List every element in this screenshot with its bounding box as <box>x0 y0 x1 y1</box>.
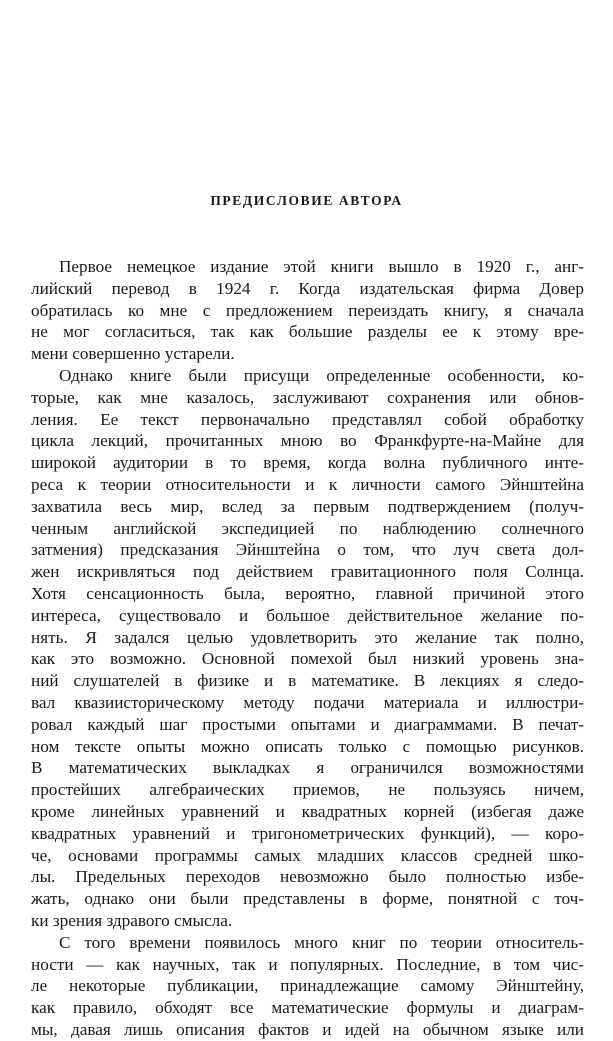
text-line: ченным английской экспедицией по наблюдению солнечного <box>31 518 584 538</box>
preface-body <box>31 256 584 1041</box>
text-line: лийский перевод в 1924 г. Когда издательская фирма Довер <box>31 278 584 298</box>
text-line: вал квазиисторическому методу подачи материала и иллюстри- <box>31 692 584 712</box>
text-line: ности — как научных, так и популярных. Последние, в том чис- <box>31 954 584 974</box>
paragraph-1 <box>31 256 584 365</box>
text-line: мы, давая лишь описания фактов и идей на обычном языке или <box>31 1019 584 1039</box>
text-line: широкой аудитории в то время, когда волна публичного инте- <box>31 453 584 473</box>
text-line: как правило, обходят все математические формулы и диаграм- <box>31 998 584 1018</box>
text-line: Однако книге были присущи определенные особенности, ко- <box>59 365 584 385</box>
text-line: че, основами программы самых младших классов средней шко- <box>31 845 584 865</box>
page-title: ПРЕДИСЛОВИЕ АВТОРА <box>210 193 403 208</box>
text-line: простейших алгебраических приемов, не пользуясь ничем, <box>31 780 584 800</box>
text-line: не мог согласиться, так как большие разделы ее к этому вре- <box>31 322 584 342</box>
text-line: В математических выкладках я ограничился возможностями <box>31 758 584 778</box>
text-line: ки зрения здравого смысла. <box>31 910 233 930</box>
text-line: захватила весь мир, вслед за первым подтверждением (получ- <box>31 496 584 516</box>
paragraph-3 <box>31 932 584 1041</box>
text-line: нять. Я задался целью удовлетворить это желание так полно, <box>31 627 584 647</box>
text-line: кроме линейных уравнений и квадратных корней (избегая даже <box>31 801 584 821</box>
text-line: ле некоторые публикации, принадлежащие самому Эйнштейну, <box>31 976 584 996</box>
text-line: как это возможно. Основной помехой был низкий уровень зна- <box>31 649 584 669</box>
text-line: ления. Ее текст первоначально представлял собой обработку <box>31 409 584 429</box>
text-line: Первое немецкое издание этой книги вышло в 1920 г., анг- <box>59 257 584 276</box>
text-line: жать, однако они были представлены в форме, понятной с точ- <box>31 889 584 909</box>
text-line: ний слушателей в физике и в математике. В лекциях я следо- <box>31 671 584 691</box>
text-line: Хотя сенсационность была, вероятно, главной причиной этого <box>31 583 584 603</box>
text-line: мени совершенно устарели. <box>31 344 235 364</box>
text-line: ном тексте опыты можно описать только с помощью рисунков. <box>31 736 584 756</box>
text-line: обратилась ко мне с предложением переиздать книгу, я сначала <box>31 300 584 320</box>
text-line: жен искривляться под действием гравитационного поля Солнца. <box>31 562 584 582</box>
text-line: ровал каждый шаг простыми опытами и диаграммами. В печат- <box>31 714 584 734</box>
text-line: реса к теории относительности и к личности самого Эйнштейна <box>31 474 584 494</box>
text-line: интереса, существовало и большое действительное желание по- <box>31 605 584 625</box>
text-line: лы. Предельных переходов невозможно было полностью избе- <box>31 867 584 887</box>
text-line: С того времени появилось много книг по теории относитель- <box>59 932 584 952</box>
text-line: затмения) предсказания Эйнштейна о том, что луч света дол- <box>31 540 584 560</box>
text-line: торые, как мне казалось, заслуживают сохранения или обнов- <box>31 387 584 407</box>
paragraph-2 <box>31 365 584 932</box>
text-line: квадратных уравнений и тригонометрических функций), — коро- <box>31 823 584 843</box>
text-line: цикла лекций, прочитанных мною во Франкфурте-на-Майне для <box>31 431 584 451</box>
